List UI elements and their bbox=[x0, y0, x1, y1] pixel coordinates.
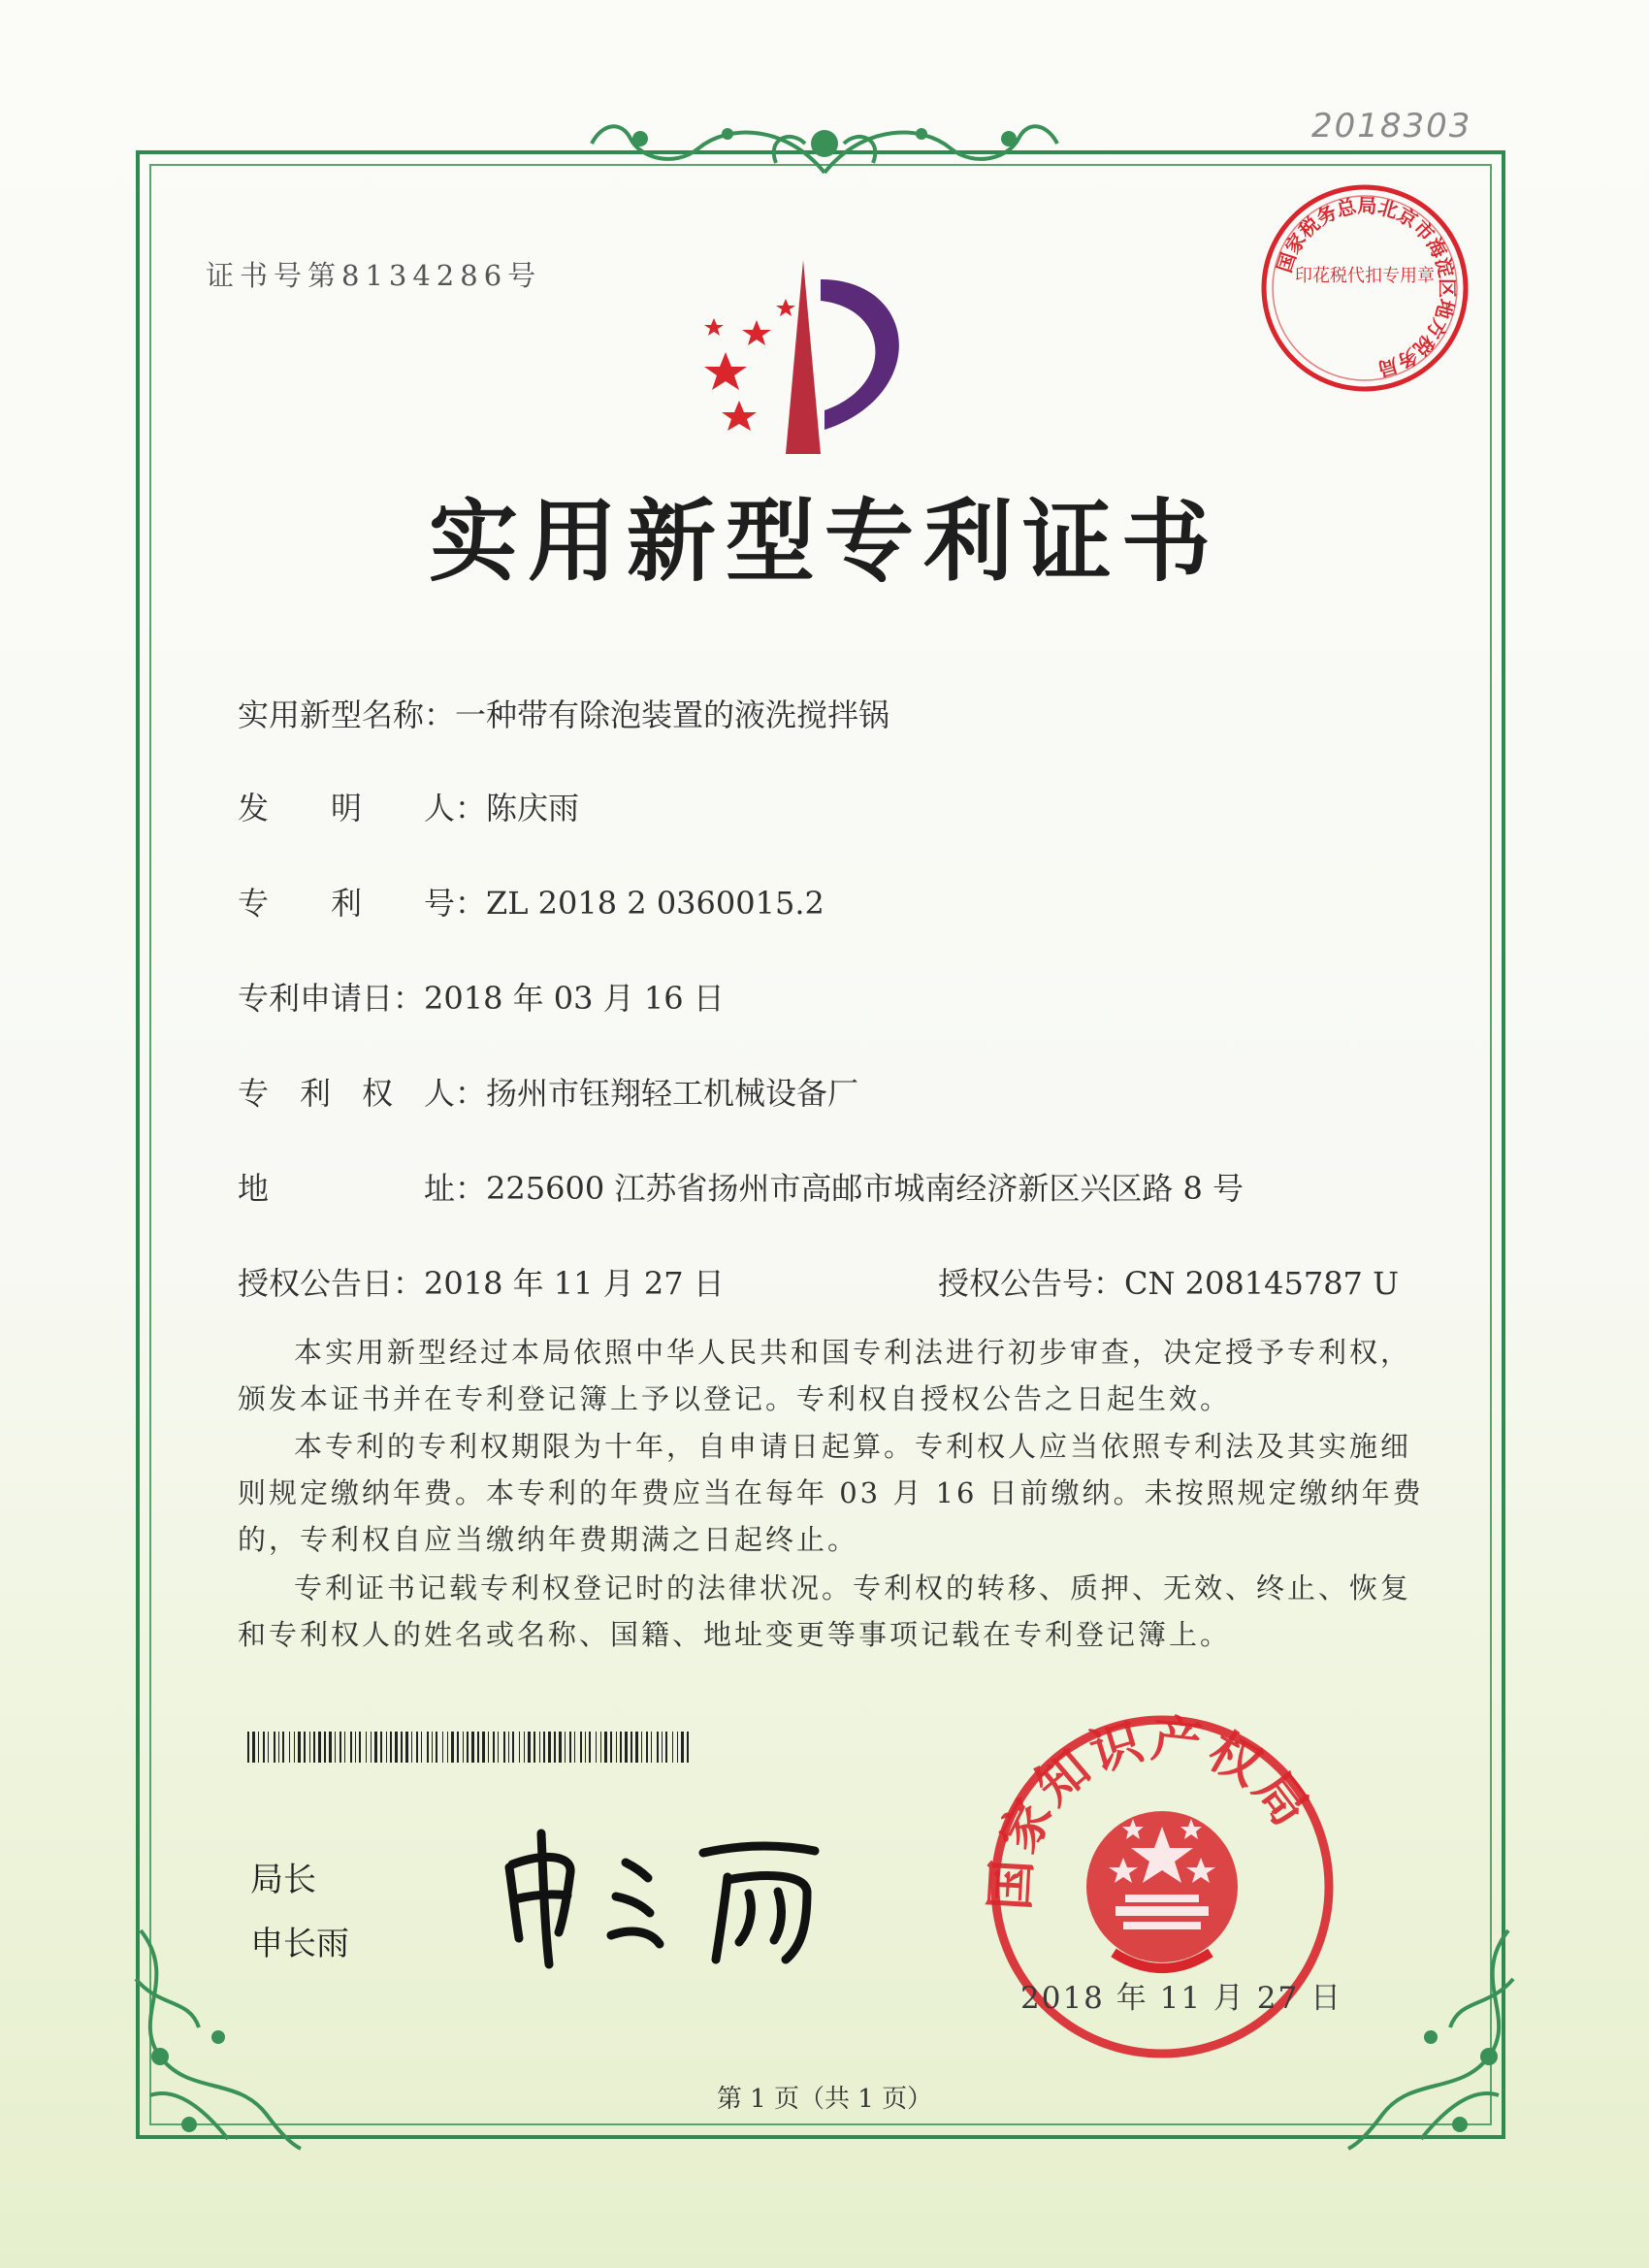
utility-model-name-value: 一种带有除泡装置的液洗搅拌锅 bbox=[455, 697, 890, 733]
certificate-title: 实用新型专利证书 bbox=[428, 490, 1220, 594]
grant-number-row bbox=[938, 1259, 1399, 1304]
address-row bbox=[238, 1164, 1244, 1209]
bottom-right-ornament-icon bbox=[1343, 1921, 1528, 2154]
utility-model-name-label: 实用新型名称： bbox=[238, 697, 456, 733]
inventor-row bbox=[238, 784, 579, 828]
handwritten-note: 2018303 bbox=[1311, 107, 1472, 146]
grant-date-value: 2018 年 11 月 27 日 bbox=[424, 1265, 725, 1302]
svg-text:印花税代扣专用章: 印花税代扣专用章 bbox=[1295, 266, 1435, 286]
patent-number-row bbox=[238, 879, 824, 923]
paragraph-term-fees: 本专利的专利权期限为十年，自申请日起算。专利权人应当依照专利法及其实施细则规定缴纳年费。本专利的年费应当在每年 03 月 16 日前缴纳。未按照规定缴纳年费的，专利权自应当缴纳年费期满之日起终止。 bbox=[238, 1430, 1424, 1556]
grant-date-row bbox=[238, 1259, 725, 1304]
filing-date-row bbox=[238, 974, 725, 1019]
certificate-number: 证书号第8134286号 bbox=[206, 259, 542, 292]
filing-date-value: 2018 年 03 月 16 日 bbox=[424, 980, 725, 1017]
patent-office-logo-icon bbox=[696, 260, 939, 454]
patent-number-value: ZL 2018 2 0360015.2 bbox=[486, 885, 824, 922]
inventor-label: 发 明 人： bbox=[238, 790, 487, 826]
inventor-value: 陈庆雨 bbox=[486, 790, 580, 826]
filing-date-label: 专利申请日： bbox=[238, 980, 425, 1017]
director-title: 局长 bbox=[250, 1861, 316, 1899]
page-number: 第 1 页（共 1 页） bbox=[716, 2085, 933, 2114]
paragraph-examination: 本实用新型经过本局依照中华人民共和国专利法进行初步审查，决定授予专利权，颁发本证书并在专利登记簿上予以登记。专利权自授权公告之日起生效。 bbox=[238, 1336, 1412, 1415]
address-value: 225600 江苏省扬州市高邮市城南经济新区兴区路 8 号 bbox=[486, 1170, 1245, 1207]
svg-text:国家税务总局北京市海淀区地方税务局: 国家税务总局北京市海淀区地方税务局 bbox=[1272, 193, 1460, 381]
seal-date: 2018 年 11 月 27 日 bbox=[1020, 1981, 1343, 2016]
paragraph-legal-status: 专利证书记载专利权登记时的法律状况。专利权的转移、质押、无效、终止、恢复和专利权人的姓名或名称、国籍、地址变更等事项记载在专利登记簿上。 bbox=[238, 1571, 1412, 1651]
patentee-row bbox=[238, 1069, 858, 1114]
barcode-icon bbox=[247, 1732, 694, 1763]
top-ornament-icon bbox=[582, 105, 1067, 182]
address-label: 地 址： bbox=[238, 1170, 487, 1207]
director-name: 申长雨 bbox=[250, 1925, 349, 1963]
utility-model-name-row bbox=[238, 691, 889, 735]
patentee-label: 专 利 权 人： bbox=[238, 1075, 487, 1112]
tax-stamp-seal-icon bbox=[1253, 177, 1476, 400]
director-signature-icon bbox=[495, 1824, 844, 1969]
grant-number-value: CN 208145787 U bbox=[1124, 1265, 1400, 1302]
patentee-value: 扬州市钰翔轻工机械设备厂 bbox=[486, 1075, 859, 1112]
grant-number-label: 授权公告号： bbox=[938, 1265, 1125, 1302]
patent-number-label: 专 利 号： bbox=[238, 885, 487, 922]
grant-date-label: 授权公告日： bbox=[238, 1265, 425, 1302]
svg-text:国家知识产权局: 国家知识产权局 bbox=[981, 1709, 1322, 1912]
